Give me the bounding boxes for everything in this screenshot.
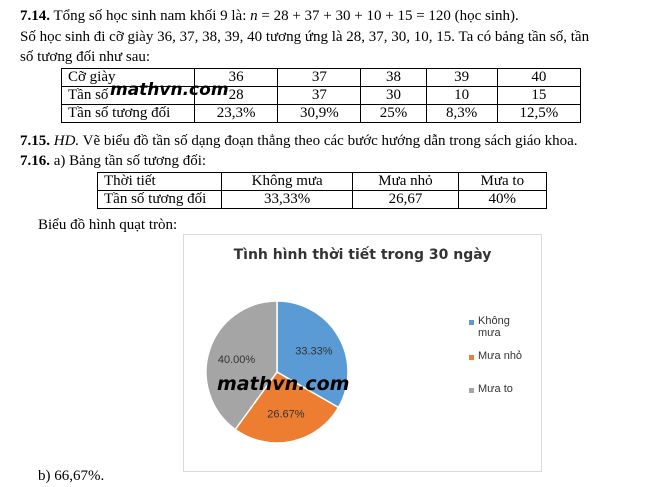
shoe-table-cell: 30,9% xyxy=(278,105,361,123)
shoe-table-row xyxy=(62,105,581,123)
ex714-line1: 7.14. Tổng số học sinh nam khối 9 là: n = 28 + 37 + 30 + 10 + 15 = 120 (học sinh). xyxy=(20,8,519,24)
legend-swatch xyxy=(469,388,474,393)
shoe-table-cell: 37 xyxy=(278,69,361,87)
shoe-table-cell: 39 xyxy=(426,69,497,87)
legend-label xyxy=(478,315,510,339)
shoe-table-cell: 12,5% xyxy=(497,105,580,123)
pie-caption: Biểu đồ hình quạt tròn: xyxy=(38,217,178,233)
weather-table xyxy=(97,172,547,209)
shoe-table-cell: 37 xyxy=(278,87,361,105)
shoe-table-cell: Tần số xyxy=(62,87,195,105)
watermark-chart: mathvn.com xyxy=(217,373,350,395)
shoe-table-cell: 10 xyxy=(426,87,497,105)
legend-label xyxy=(478,383,513,395)
weather-table-cell: Không mưa xyxy=(222,173,353,191)
ex715-line: 7.15. HD. Vẽ biểu đồ tần số dạng đoạn thẳng theo các bước hướng dẫn trong sách giáo khoa. xyxy=(20,133,578,149)
legend-label-line: mưa xyxy=(478,327,501,339)
weather-table-cell: Thời tiết xyxy=(98,173,222,191)
shoe-table-cell: 8,3% xyxy=(426,105,497,123)
shoe-table-cell: Tần số tương đối xyxy=(62,105,195,123)
shoe-table-cell: 38 xyxy=(361,69,426,87)
ex714-line2: Số học sinh đi cỡ giày 36, 37, 38, 39, 40 tương ứng là 28, 37, 30, 10, 15. Ta có bảng tần số, tần xyxy=(20,29,590,45)
ex716-line: 7.16. a) Bảng tần số tương đối: xyxy=(20,153,207,169)
weather-table-cell: Mưa to xyxy=(458,173,546,191)
legend-swatch xyxy=(469,355,474,360)
shoe-table-cell: 30 xyxy=(361,87,426,105)
weather-table-cell: Tần số tương đối xyxy=(98,191,222,209)
shoe-table-cell: 40 xyxy=(497,69,580,87)
legend-label xyxy=(478,350,522,362)
legend-label-line: Mưa nhỏ xyxy=(478,350,523,362)
shoe-table-cell: 36 xyxy=(195,69,278,87)
shoe-table-cell: 15 xyxy=(497,87,580,105)
weather-table-cell: Mưa nhỏ xyxy=(353,173,458,191)
pie-slice-label: 33.33% xyxy=(295,345,333,358)
legend-label-line: Mưa to xyxy=(478,383,513,395)
shoe-table-cell: 25% xyxy=(361,105,426,123)
shoe-table-cell: Cỡ giày xyxy=(62,69,195,87)
ex714-line3: số tương đối như sau: xyxy=(20,49,151,65)
weather-table-cell: 26,67 xyxy=(353,191,458,209)
legend-swatch xyxy=(469,320,474,325)
weather-table-row xyxy=(98,191,547,209)
weather-table-cell: 33,33% xyxy=(222,191,353,209)
pie-slice-label: 26.67% xyxy=(267,408,305,421)
pie-slice-label: 40.00% xyxy=(217,353,256,366)
watermark-top: mathvn.com xyxy=(110,80,229,100)
weather-table-row xyxy=(98,173,547,191)
chart-title: Tình hình thời tiết trong 30 ngày xyxy=(233,247,492,263)
pie-chart xyxy=(183,234,542,472)
ex714-number: 7.14. xyxy=(20,8,50,24)
answer-b: b) 66,67%. xyxy=(38,468,105,484)
shoe-table-cell: 23,3% xyxy=(195,105,278,123)
weather-table-cell: 40% xyxy=(458,191,546,209)
legend-label-line: Không xyxy=(478,315,510,327)
shoe-table-cell: 28 xyxy=(195,87,278,105)
